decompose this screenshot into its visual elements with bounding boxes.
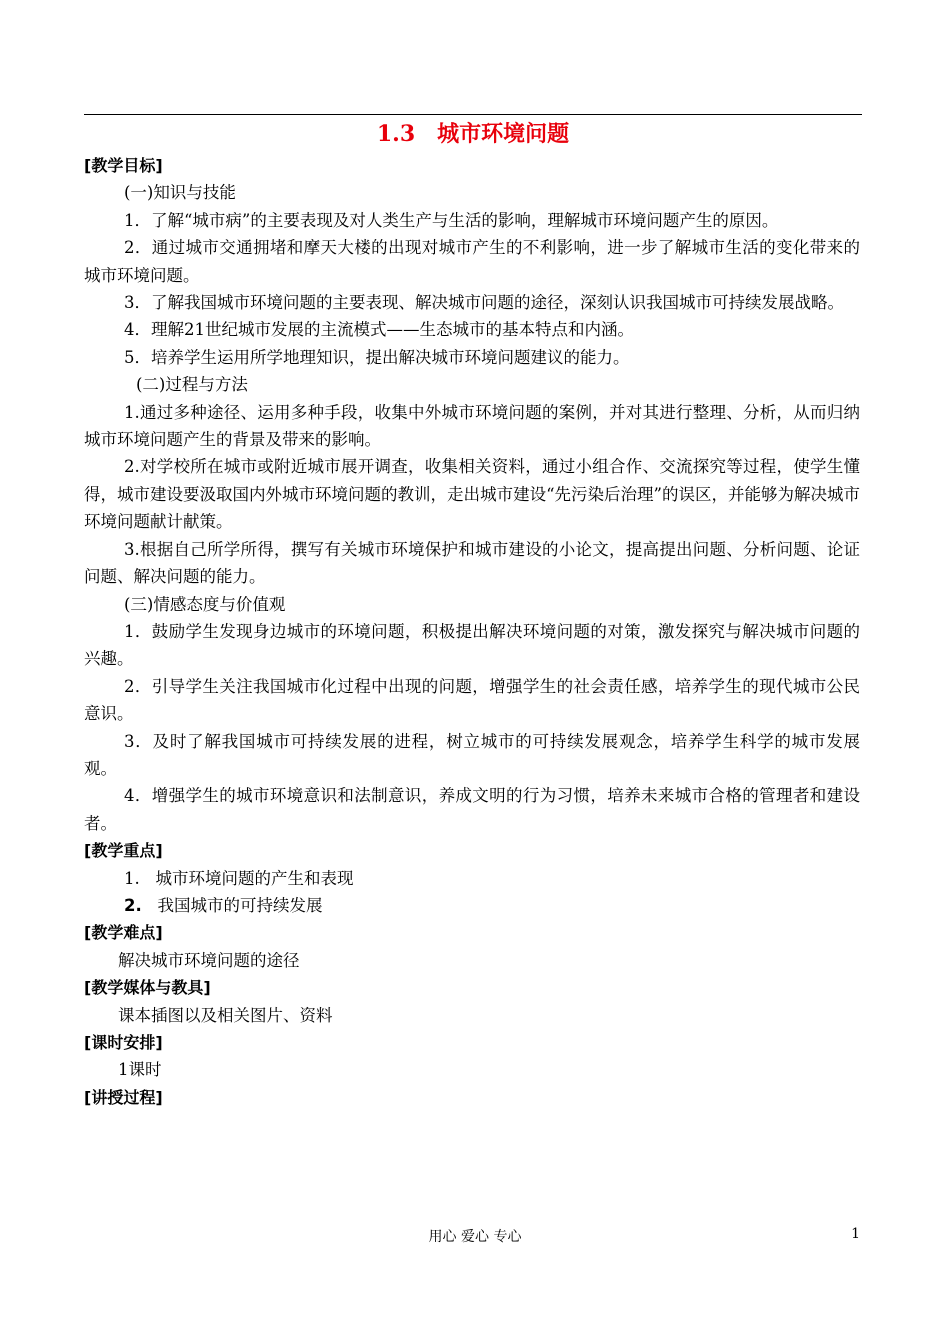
objective-item: 5．培养学生运用所学地理知识，提出解决城市环境问题建议的能力。 xyxy=(124,347,630,367)
key-point-text: 我国城市的可持续发展 xyxy=(157,895,323,915)
objective-item: 3.根据自己所学所得，撰写有关城市环境保护和城市建设的小论文，提高提出问题、分析问题、论证问题、解决问题的能力。 xyxy=(84,539,860,587)
objective-item: 1．了解“城市病”的主要表现及对人类生产与生活的影响，理解城市环境问题产生的原因。 xyxy=(124,210,779,230)
media-text: 课本插图以及相关图片、资料 xyxy=(118,1005,333,1025)
key-points-heading: [教学重点] xyxy=(84,841,163,861)
key-point-number: 1. xyxy=(124,868,140,888)
objective-item: 1.通过多种途径、运用多种手段，收集中外城市环境问题的案例，并对其进行整理、分析，从而归纳城市环境问题产生的背景及带来的影响。 xyxy=(84,402,860,450)
objectives-part3-title: (三)情感态度与价值观 xyxy=(124,594,286,614)
difficulties-heading: [教学难点] xyxy=(84,923,163,943)
document-body xyxy=(84,152,860,1111)
header-rule xyxy=(84,114,862,115)
objective-item: 2．引导学生关注我国城市化过程中出现的问题，增强学生的社会责任感，培养学生的现代城市公民意识。 xyxy=(84,676,860,724)
objectives-part1-title: (一)知识与技能 xyxy=(124,183,236,203)
objective-item: 2．通过城市交通拥堵和摩天大楼的出现对城市产生的不利影响，进一步了解城市生活的变化带来的城市环境问题。 xyxy=(84,238,860,285)
objective-item: 3．及时了解我国城市可持续发展的进程，树立城市的可持续发展观念，培养学生科学的城市发展观。 xyxy=(84,731,860,778)
difficulties-text: 解决城市环境问题的途径 xyxy=(118,950,300,970)
schedule-heading: [课时安排] xyxy=(84,1033,163,1052)
key-point-item xyxy=(84,865,860,892)
objective-item: 1．鼓励学生发现身边城市的环境问题，积极提出解决环境问题的对策，激发探究与解决城市问题的兴趣。 xyxy=(84,621,860,669)
objective-item: 3．了解我国城市环境问题的主要表现、解决城市问题的途径，深刻认识我国城市可持续发展战略。 xyxy=(124,293,844,313)
schedule-text: 1课时 xyxy=(118,1060,162,1080)
footer-motto: 用心 爱心 专心 xyxy=(428,1229,522,1245)
objective-item: 2.对学校所在城市或附近城市展开调查，收集相关资料，通过小组合作、交流探究等过程，使学生懂得，城市建设要汲取国内外城市环境问题的教训，走出城市建设“先污染后治理”的误区，并能够为解决城市环境问题献计献策。 xyxy=(84,457,860,532)
key-point-item xyxy=(84,892,860,919)
page-number: 1 xyxy=(851,1226,860,1242)
page-title: 1.3 城市环境问题 xyxy=(376,121,570,147)
process-heading: [讲授过程] xyxy=(84,1087,163,1107)
key-point-text: 城市环境问题的产生和表现 xyxy=(155,868,354,888)
objectives-part2-title: (二)过程与方法 xyxy=(136,375,248,395)
objectives-heading: [教学目标] xyxy=(84,156,163,175)
media-heading: [教学媒体与教具] xyxy=(84,978,211,998)
key-point-number: 2. xyxy=(124,895,142,915)
objective-item: 4．理解21世纪城市发展的主流模式——生态城市的基本特点和内涵。 xyxy=(124,320,634,340)
objective-item: 4．增强学生的城市环境意识和法制意识，养成文明的行为习惯，培养未来城市合格的管理者和建设者。 xyxy=(84,786,860,833)
